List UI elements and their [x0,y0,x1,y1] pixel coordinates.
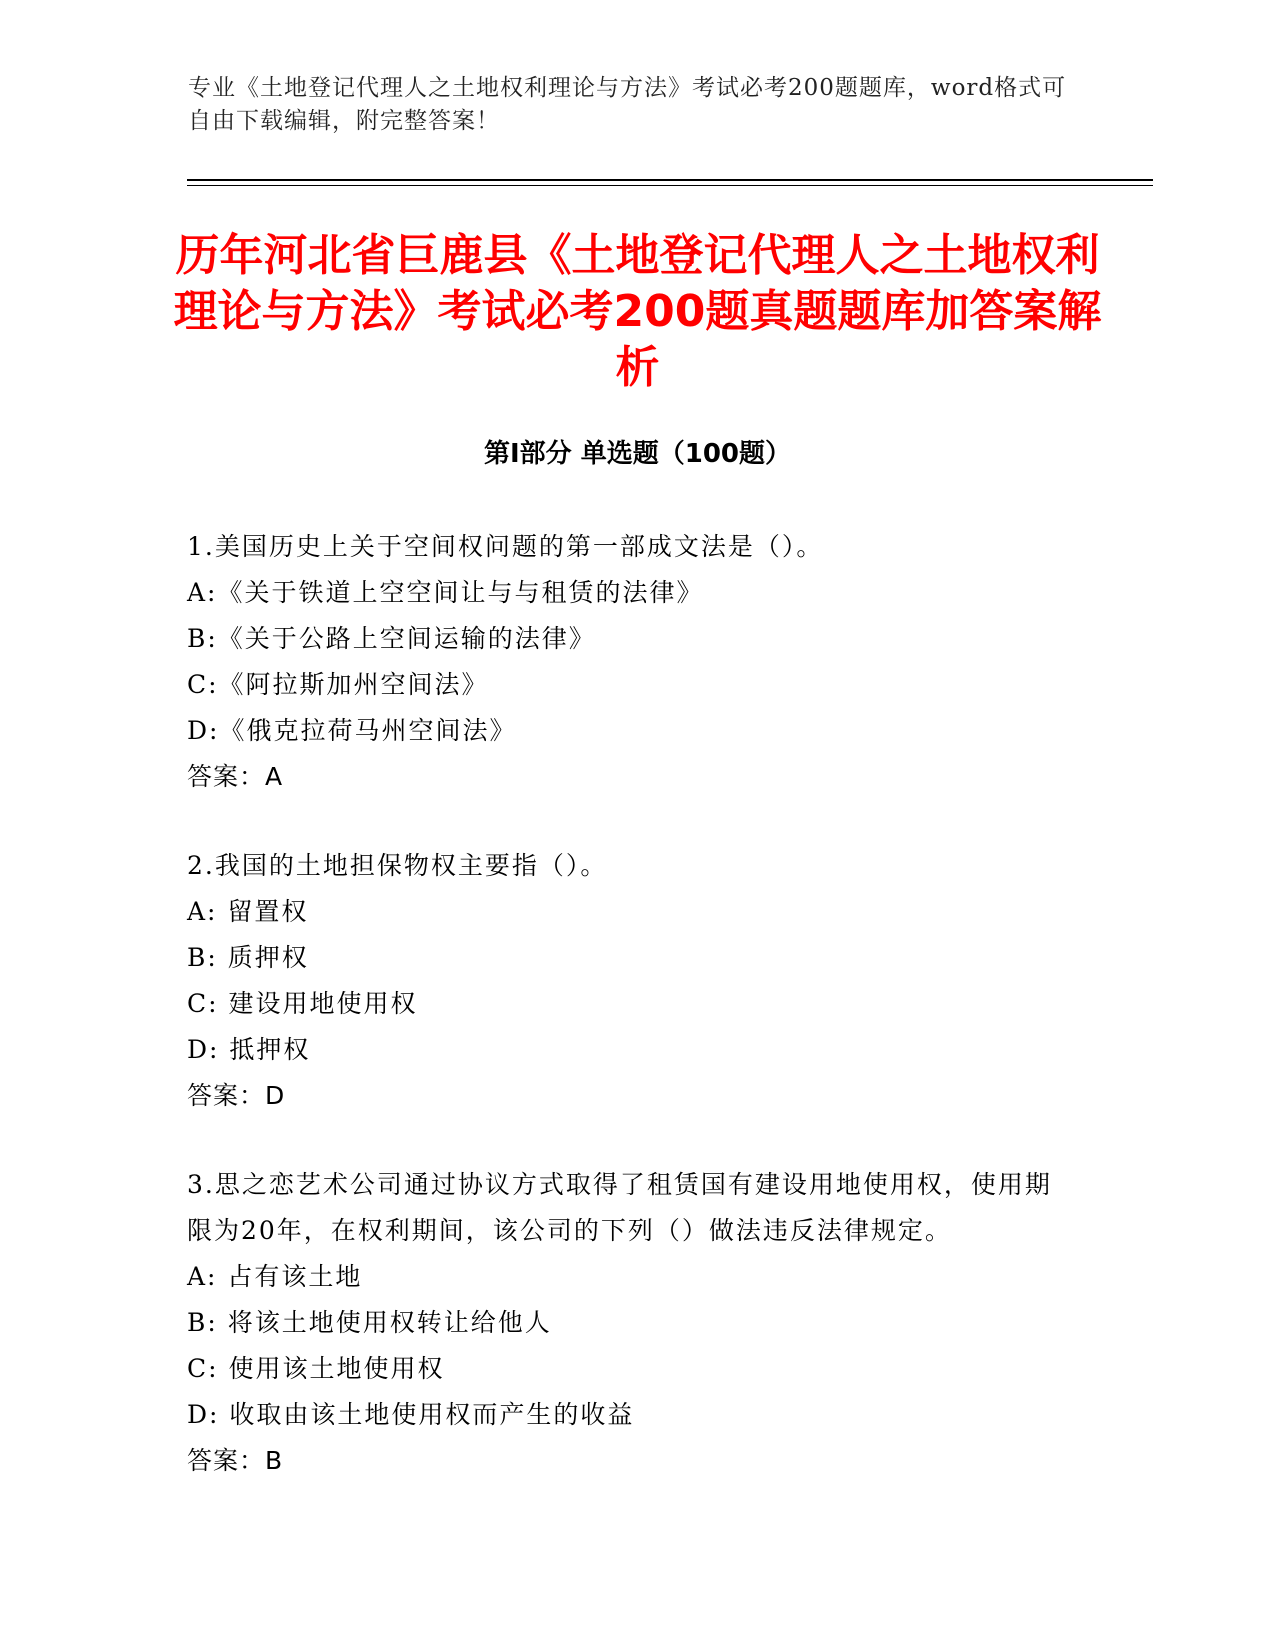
question-item [187,1162,1067,1484]
option-d: D: 抵押权 [187,1035,311,1064]
question-stem: 2.我国的土地担保物权主要指（）。 [187,851,608,880]
option-d: D:《俄克拉荷马州空间法》 [187,716,517,745]
option-c: C: 使用该土地使用权 [187,1354,445,1383]
document-title: 历年河北省巨鹿县《土地登记代理人之土地权利理论与方法》考试必考200题真题题库加答案解析 [173,230,1102,393]
option-a: A: 占有该土地 [187,1262,363,1291]
question-stem: 3.思之恋艺术公司通过协议方式取得了租赁国有建设用地使用权，使用期限为20年，在权利期间，该公司的下列（）做法违反法律规定。 [187,1170,1052,1245]
answer: 答案：D [187,1081,286,1110]
option-b: B:《关于公路上空间运输的法律》 [187,624,596,653]
header-note: 专业《土地登记代理人之土地权利理论与方法》考试必考200题题库，word格式可自由下载编辑，附完整答案！ [188,75,1067,134]
question-item [187,843,1067,1119]
option-b: B: 将该土地使用权转让给他人 [187,1308,552,1337]
header-divider-thin [187,185,1153,186]
option-a: A: 留置权 [187,897,309,926]
answer: 答案：A [187,762,284,791]
answer: 答案：B [187,1446,284,1475]
question-stem: 1.美国历史上关于空间权问题的第一部成文法是（）。 [187,532,824,561]
option-c: C:《阿拉斯加州空间法》 [187,670,489,699]
header-divider-thick [187,179,1153,181]
option-a: A:《关于铁道上空空间让与与租赁的法律》 [187,578,704,607]
option-d: D: 收取由该土地使用权而产生的收益 [187,1400,635,1429]
option-b: B: 质押权 [187,943,309,972]
option-c: C: 建设用地使用权 [187,989,418,1018]
section-heading: 第I部分 单选题（100题） [484,439,791,469]
question-item [187,524,1067,800]
